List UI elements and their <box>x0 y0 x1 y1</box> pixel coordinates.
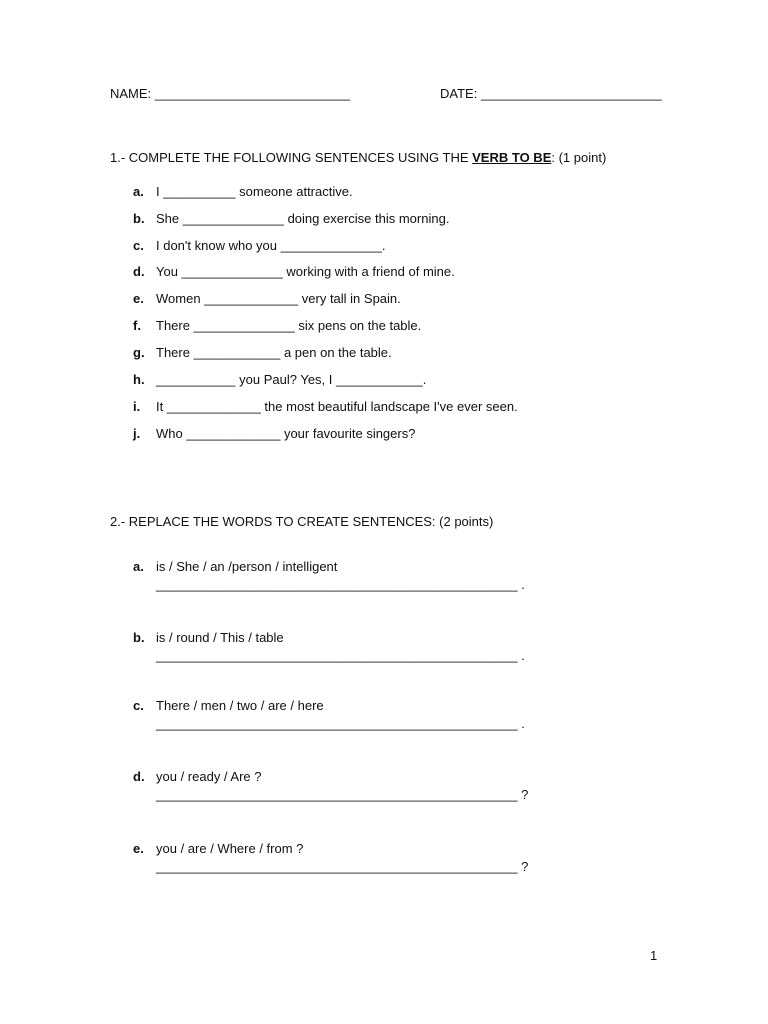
answer-line: __________________________________________________ ? <box>156 787 529 802</box>
item-sentence: Women _____________ very tall in Spain. <box>156 291 401 306</box>
item-letter: c. <box>133 698 144 713</box>
name-blank: ___________________________ <box>154 86 351 101</box>
item-letter: d. <box>133 264 145 279</box>
item-sentence: You ______________ working with a friend of mine. <box>156 264 455 279</box>
section1-item <box>133 291 401 309</box>
section1-item <box>133 211 449 229</box>
item-letter: f. <box>133 318 141 333</box>
word-prompt: There / men / two / are / here <box>156 698 324 713</box>
section2-prompt <box>133 559 337 577</box>
section1-title <box>110 150 606 165</box>
name-label: NAME: <box>110 86 152 101</box>
item-sentence: I __________ someone attractive. <box>156 184 353 199</box>
answer-line: __________________________________________________ . <box>156 716 525 731</box>
page-number: 1 <box>650 948 658 963</box>
section2-prompt <box>133 630 284 648</box>
section2-title: 2.- REPLACE THE WORDS TO CREATE SENTENCES: (2 points) <box>110 514 494 529</box>
date-blank: _________________________ <box>480 86 662 101</box>
section1-title-emphasis: VERB TO BE <box>472 150 552 165</box>
date-field <box>440 86 662 101</box>
item-letter: j. <box>133 426 141 441</box>
item-sentence: There ______________ six pens on the table. <box>156 318 422 333</box>
answer-line: __________________________________________________ . <box>156 648 525 663</box>
item-letter: e. <box>133 291 144 306</box>
item-sentence: I don't know who you ______________. <box>156 238 386 253</box>
item-letter: e. <box>133 841 144 856</box>
item-letter: g. <box>133 345 145 360</box>
section1-item <box>133 399 518 417</box>
word-prompt: is / She / an /person / intelligent <box>156 559 338 574</box>
section1-item <box>133 345 392 363</box>
word-prompt: you / are / Where / from ? <box>156 841 304 856</box>
section2-prompt <box>133 769 262 787</box>
item-letter: i. <box>133 399 141 414</box>
date-label: DATE: <box>440 86 478 101</box>
section1-item <box>133 264 455 282</box>
item-letter: b. <box>133 211 145 226</box>
item-letter: b. <box>133 630 145 645</box>
header-row <box>110 86 670 104</box>
section1-item <box>133 426 415 444</box>
item-letter: c. <box>133 238 144 253</box>
item-letter: a. <box>133 559 144 574</box>
section2-prompt <box>133 698 324 716</box>
word-prompt: is / round / This / table <box>156 630 284 645</box>
section1-item <box>133 238 385 256</box>
item-letter: a. <box>133 184 144 199</box>
section1-title-before: 1.- COMPLETE THE FOLLOWING SENTENCES USING THE <box>110 150 473 165</box>
item-sentence: It _____________ the most beautiful landscape I've ever seen. <box>156 399 518 414</box>
item-sentence: Who _____________ your favourite singers? <box>156 426 416 441</box>
item-sentence: She ______________ doing exercise this morning. <box>156 211 450 226</box>
answer-line: __________________________________________________ . <box>156 577 525 592</box>
section2-prompt <box>133 841 303 859</box>
item-letter: d. <box>133 769 145 784</box>
section1-item <box>133 184 353 202</box>
section1-title-after: : (1 point) <box>551 150 607 165</box>
item-sentence: ___________ you Paul? Yes, I ____________. <box>156 372 427 387</box>
answer-line: __________________________________________________ ? <box>156 859 529 874</box>
item-letter: h. <box>133 372 145 387</box>
word-prompt: you / ready / Are ? <box>156 769 262 784</box>
item-sentence: There ____________ a pen on the table. <box>156 345 392 360</box>
name-field <box>110 86 350 101</box>
section1-item <box>133 372 426 390</box>
section1-item <box>133 318 421 336</box>
